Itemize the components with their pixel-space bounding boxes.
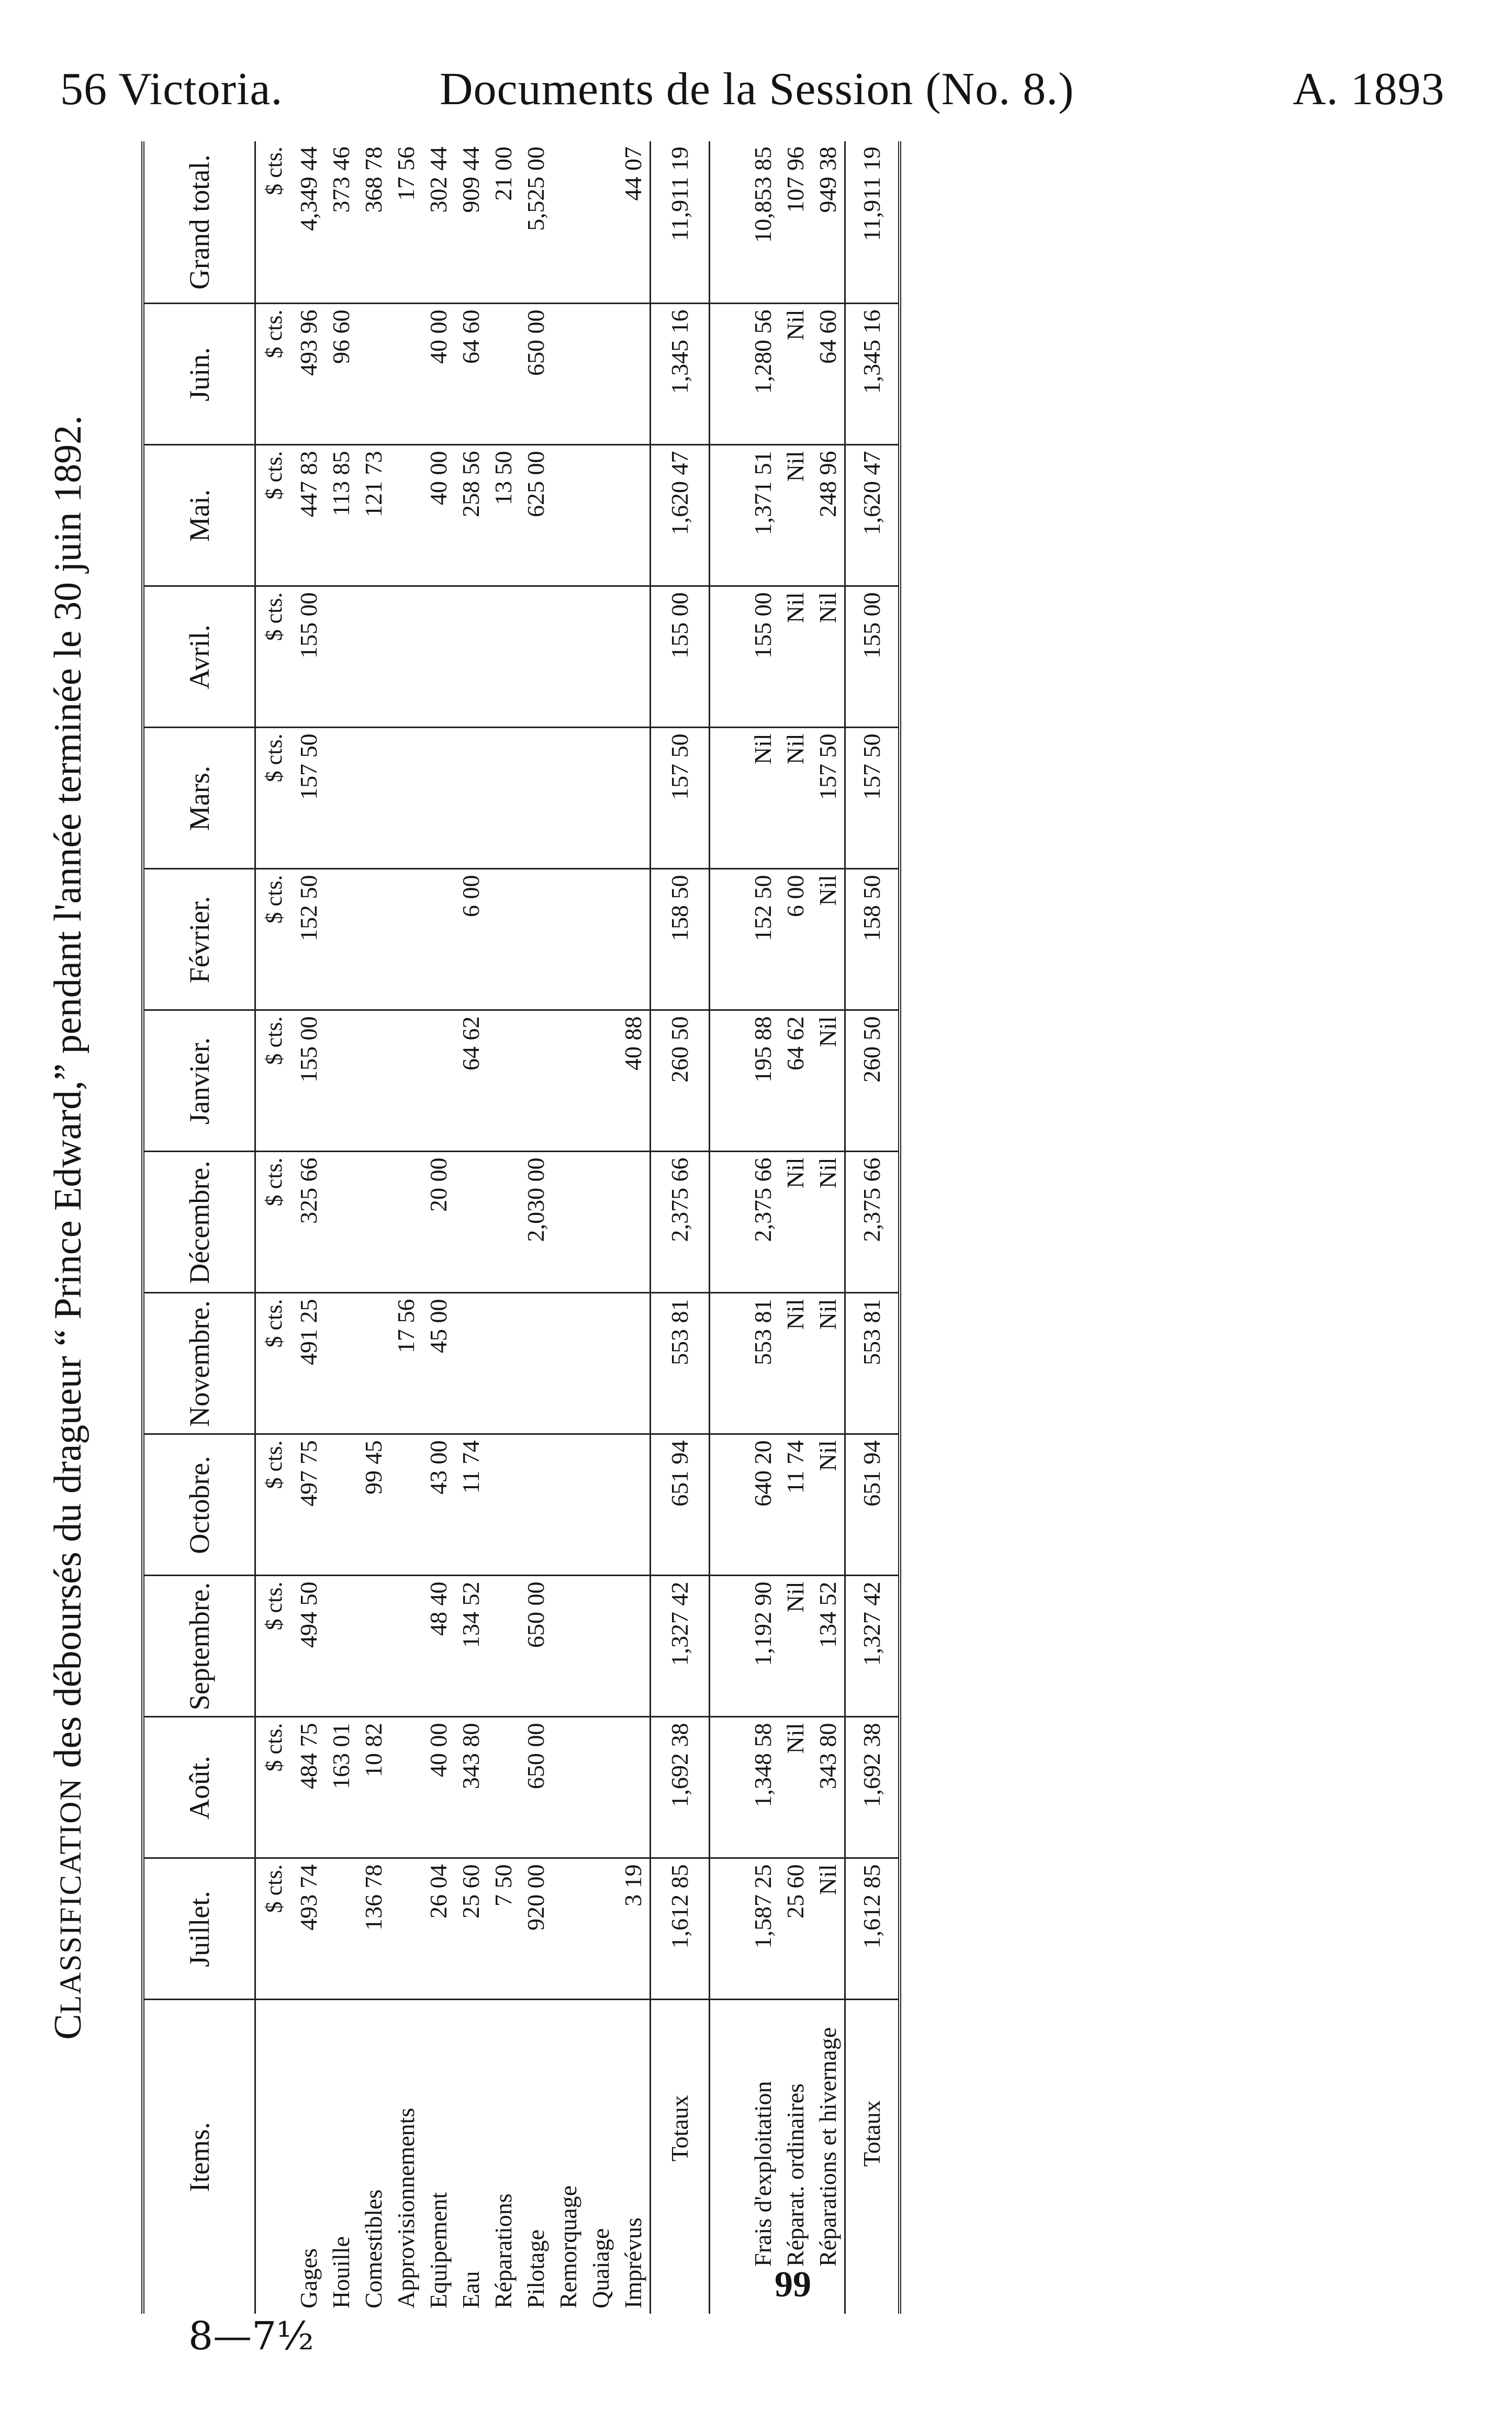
page-number: 99 <box>775 2264 811 2305</box>
value-cell: 64 60 <box>812 304 845 445</box>
rotated-table-block <box>42 141 1068 2314</box>
item-row <box>585 141 617 2314</box>
value-cell <box>585 304 617 445</box>
value-cell <box>487 1293 520 1434</box>
value-cell <box>617 1576 651 1717</box>
value-cell: 1,348 58 <box>747 1717 779 1858</box>
value-cell <box>357 869 390 1010</box>
value-cell <box>617 1717 651 1858</box>
items-header: Items. <box>184 2122 215 2192</box>
value-cell <box>487 1576 520 1717</box>
value-cell: Nil <box>779 728 812 869</box>
totals-row-2 <box>845 141 900 2314</box>
value-cell: 1,620 47 <box>845 445 900 586</box>
unit-label: $ cts. <box>255 728 293 869</box>
value-cell: 26 04 <box>422 1858 455 2000</box>
value-cell <box>487 304 520 445</box>
value-cell: 1,327 42 <box>845 1576 900 1717</box>
value-cell: Nil <box>812 1434 845 1576</box>
value-cell: 325 66 <box>293 1152 325 1293</box>
value-cell <box>325 869 357 1010</box>
unit-label: $ cts. <box>255 586 293 728</box>
value-cell <box>357 1152 390 1293</box>
value-cell: 158 50 <box>845 869 900 1010</box>
breakdown-row <box>779 141 812 2314</box>
value-cell: 40 00 <box>422 304 455 445</box>
value-cell: 107 96 <box>779 141 812 304</box>
value-cell: Nil <box>779 1293 812 1434</box>
value-cell: 157 50 <box>812 728 845 869</box>
month-header: Décembre. <box>143 1152 255 1293</box>
value-cell: Nil <box>779 1576 812 1717</box>
unit-label: $ cts. <box>255 869 293 1010</box>
unit-label: $ cts. <box>255 1152 293 1293</box>
month-header: Juillet. <box>143 1858 255 2000</box>
item-row <box>293 141 325 2314</box>
value-cell <box>585 1576 617 1717</box>
value-cell: 640 20 <box>747 1434 779 1576</box>
value-cell: 40 00 <box>422 1717 455 1858</box>
value-cell: 1,620 47 <box>651 445 710 586</box>
month-header: Juin. <box>143 304 255 445</box>
value-cell: 155 00 <box>747 586 779 728</box>
table-caption <box>42 141 136 2314</box>
value-cell: 7 50 <box>487 1858 520 2000</box>
value-cell <box>617 445 651 586</box>
value-cell <box>710 1293 747 1434</box>
value-cell: 25 60 <box>455 1858 487 2000</box>
month-header: Avril. <box>143 586 255 728</box>
row-label <box>710 2000 747 2314</box>
row-label: Houille <box>328 2236 354 2308</box>
value-cell: 20 00 <box>422 1152 455 1293</box>
value-cell: Nil <box>779 1152 812 1293</box>
value-cell: Nil <box>779 304 812 445</box>
value-cell: 1,345 16 <box>651 304 710 445</box>
item-row <box>422 141 455 2314</box>
value-cell <box>520 728 552 869</box>
row-label: Réparat. ordinaires <box>782 2083 809 2267</box>
value-cell: 1,587 25 <box>747 1858 779 2000</box>
value-cell <box>552 586 585 728</box>
value-cell <box>390 1434 422 1576</box>
value-cell <box>710 1010 747 1152</box>
value-cell: 3 19 <box>617 1858 651 2000</box>
value-cell: 10,853 85 <box>747 141 779 304</box>
value-cell <box>552 1576 585 1717</box>
unit-label: $ cts. <box>255 1717 293 1858</box>
unit-label: $ cts. <box>255 1858 293 2000</box>
value-cell <box>390 869 422 1010</box>
value-cell: 157 50 <box>845 728 900 869</box>
value-cell <box>552 869 585 1010</box>
value-cell: 5,525 00 <box>520 141 552 304</box>
value-cell <box>552 1293 585 1434</box>
value-cell: 155 00 <box>293 1010 325 1152</box>
value-cell: 155 00 <box>293 586 325 728</box>
value-cell: 651 94 <box>651 1434 710 1576</box>
value-cell: 493 74 <box>293 1858 325 2000</box>
value-cell: 121 73 <box>357 445 390 586</box>
value-cell: 497 75 <box>293 1434 325 1576</box>
value-cell: 909 44 <box>455 141 487 304</box>
value-cell: 1,280 56 <box>747 304 779 445</box>
value-cell <box>390 1010 422 1152</box>
value-cell: 1,612 85 <box>845 1858 900 2000</box>
row-label: Imprévus <box>620 2217 646 2308</box>
value-cell: 157 50 <box>293 728 325 869</box>
value-cell: 650 00 <box>520 1576 552 1717</box>
row-label: Eau <box>457 2271 484 2308</box>
item-row <box>325 141 357 2314</box>
value-cell <box>617 1152 651 1293</box>
value-cell: 43 00 <box>422 1434 455 1576</box>
value-cell: 64 60 <box>455 304 487 445</box>
value-cell <box>325 1293 357 1434</box>
unit-label: $ cts. <box>255 1576 293 1717</box>
value-cell: 1,345 16 <box>845 304 900 445</box>
value-cell <box>710 1858 747 2000</box>
value-cell: 260 50 <box>845 1010 900 1152</box>
item-row <box>390 141 422 2314</box>
caption-smallcaps: LASSIFICATION <box>53 1777 87 2014</box>
value-cell <box>487 1010 520 1152</box>
row-label: Comestibles <box>360 2189 387 2308</box>
value-cell <box>325 1434 357 1576</box>
value-cell <box>357 1576 390 1717</box>
value-cell <box>325 1858 357 2000</box>
value-cell: 96 60 <box>325 304 357 445</box>
value-cell <box>552 445 585 586</box>
unit-label: $ cts. <box>255 304 293 445</box>
value-cell <box>552 1010 585 1152</box>
value-cell <box>585 1010 617 1152</box>
value-cell <box>390 1576 422 1717</box>
value-cell <box>710 445 747 586</box>
value-cell: 2,375 66 <box>845 1152 900 1293</box>
value-cell: 64 62 <box>779 1010 812 1152</box>
value-cell <box>710 304 747 445</box>
value-cell <box>710 728 747 869</box>
value-cell: 13 50 <box>487 445 520 586</box>
header-year: A. 1893 <box>1293 64 1445 115</box>
row-label: Frais d'exploitation <box>749 2081 776 2267</box>
value-cell <box>390 304 422 445</box>
value-cell <box>487 1434 520 1576</box>
value-cell <box>487 1717 520 1858</box>
value-cell: 258 56 <box>455 445 487 586</box>
unit-row <box>255 141 293 2314</box>
value-cell: 2,375 66 <box>747 1152 779 1293</box>
header-row <box>143 141 255 2314</box>
breakdown-row <box>812 141 845 2314</box>
value-cell: 651 94 <box>845 1434 900 1576</box>
value-cell: 155 00 <box>651 586 710 728</box>
value-cell: 248 96 <box>812 445 845 586</box>
value-cell: 158 50 <box>651 869 710 1010</box>
value-cell: 1,371 51 <box>747 445 779 586</box>
value-cell: 491 25 <box>293 1293 325 1434</box>
value-cell <box>422 1010 455 1152</box>
row-label: Pilotage <box>522 2229 549 2308</box>
value-cell <box>390 1717 422 1858</box>
value-cell: 373 46 <box>325 141 357 304</box>
value-cell <box>710 1434 747 1576</box>
value-cell: 11 74 <box>779 1434 812 1576</box>
value-cell <box>710 869 747 1010</box>
value-cell <box>552 1858 585 2000</box>
value-cell <box>357 586 390 728</box>
value-cell: 11,911 19 <box>845 141 900 304</box>
value-cell <box>585 1434 617 1576</box>
value-cell <box>455 728 487 869</box>
value-cell <box>487 1152 520 1293</box>
value-cell: 1,692 38 <box>651 1717 710 1858</box>
value-cell <box>390 1858 422 2000</box>
value-cell: 152 50 <box>747 869 779 1010</box>
grand-total-header: Grand total. <box>143 141 255 304</box>
month-header: Mai. <box>143 445 255 586</box>
value-cell <box>357 1010 390 1152</box>
value-cell: 625 00 <box>520 445 552 586</box>
value-cell <box>585 445 617 586</box>
value-cell <box>357 304 390 445</box>
value-cell: 553 81 <box>651 1293 710 1434</box>
header-session: 56 Victoria. <box>60 64 283 115</box>
value-cell <box>422 586 455 728</box>
value-cell: 6 00 <box>455 869 487 1010</box>
value-cell <box>552 304 585 445</box>
totals-row <box>651 141 710 2314</box>
value-cell <box>585 728 617 869</box>
value-cell: 2,375 66 <box>651 1152 710 1293</box>
value-cell <box>422 728 455 869</box>
value-cell <box>585 1293 617 1434</box>
value-cell: 493 96 <box>293 304 325 445</box>
value-cell: 553 81 <box>747 1293 779 1434</box>
row-label: Approvisionnements <box>393 2107 419 2308</box>
value-cell: 11 74 <box>455 1434 487 1576</box>
value-cell <box>617 304 651 445</box>
value-cell: 6 00 <box>779 869 812 1010</box>
value-cell: 152 50 <box>293 869 325 1010</box>
item-row <box>487 141 520 2314</box>
value-cell: 1,327 42 <box>651 1576 710 1717</box>
value-cell: 343 80 <box>812 1717 845 1858</box>
value-cell <box>520 1010 552 1152</box>
unit-label: $ cts. <box>255 1010 293 1152</box>
month-header: Février. <box>143 869 255 1010</box>
value-cell: 302 44 <box>422 141 455 304</box>
value-cell <box>617 1434 651 1576</box>
value-cell: Nil <box>747 728 779 869</box>
value-cell <box>552 1152 585 1293</box>
row-label: Réparations <box>490 2193 517 2308</box>
value-cell: 17 56 <box>390 141 422 304</box>
value-cell: Nil <box>779 1717 812 1858</box>
signature-mark: 8—7½ <box>188 2314 314 2359</box>
month-header: Août. <box>143 1717 255 1858</box>
value-cell <box>487 869 520 1010</box>
value-cell <box>357 728 390 869</box>
value-cell: 17 56 <box>390 1293 422 1434</box>
value-cell <box>617 869 651 1010</box>
value-cell: 64 62 <box>455 1010 487 1152</box>
unit-label: $ cts. <box>255 141 293 304</box>
value-cell: 4,349 44 <box>293 141 325 304</box>
month-header: Mars. <box>143 728 255 869</box>
value-cell: 45 00 <box>422 1293 455 1434</box>
value-cell <box>455 586 487 728</box>
value-cell: 343 80 <box>455 1717 487 1858</box>
value-cell <box>552 1717 585 1858</box>
value-cell <box>325 1576 357 1717</box>
value-cell <box>710 1576 747 1717</box>
disbursement-table <box>141 141 901 2314</box>
value-cell <box>617 586 651 728</box>
value-cell <box>455 1152 487 1293</box>
item-row <box>455 141 487 2314</box>
value-cell <box>585 1858 617 2000</box>
row-label: Réparations et hivernage <box>814 2027 841 2267</box>
value-cell <box>422 869 455 1010</box>
row-label: Equipement <box>425 2192 452 2308</box>
value-cell: Nil <box>812 1858 845 2000</box>
value-cell: 650 00 <box>520 304 552 445</box>
month-header: Novembre. <box>143 1293 255 1434</box>
value-cell <box>357 1293 390 1434</box>
value-cell <box>390 586 422 728</box>
value-cell <box>520 869 552 1010</box>
value-cell: Nil <box>779 445 812 586</box>
value-cell: Nil <box>812 1010 845 1152</box>
value-cell <box>520 1293 552 1434</box>
item-row <box>520 141 552 2314</box>
row-label: Totaux <box>651 2000 710 2314</box>
value-cell <box>455 1293 487 1434</box>
unit-label: $ cts. <box>255 1293 293 1434</box>
value-cell <box>710 141 747 304</box>
value-cell: 155 00 <box>845 586 900 728</box>
value-cell <box>585 141 617 304</box>
value-cell <box>325 728 357 869</box>
value-cell: 10 82 <box>357 1717 390 1858</box>
value-cell <box>325 586 357 728</box>
month-header: Septembre. <box>143 1576 255 1717</box>
value-cell <box>552 141 585 304</box>
value-cell: Nil <box>812 1152 845 1293</box>
value-cell: 1,192 90 <box>747 1576 779 1717</box>
value-cell: 11,911 19 <box>651 141 710 304</box>
value-cell: 368 78 <box>357 141 390 304</box>
value-cell: 1,612 85 <box>651 1858 710 2000</box>
value-cell <box>585 869 617 1010</box>
value-cell: 40 88 <box>617 1010 651 1152</box>
value-cell: 163 01 <box>325 1717 357 1858</box>
value-cell <box>585 1152 617 1293</box>
value-cell <box>520 1434 552 1576</box>
value-cell: 48 40 <box>422 1576 455 1717</box>
item-row <box>552 141 585 2314</box>
value-cell: 134 52 <box>812 1576 845 1717</box>
value-cell: 920 00 <box>520 1858 552 2000</box>
value-cell <box>520 586 552 728</box>
header-documents: Documents de la Session (No. 8.) <box>440 64 1074 115</box>
value-cell <box>617 728 651 869</box>
value-cell <box>325 1152 357 1293</box>
month-header: Octobre. <box>143 1434 255 1576</box>
value-cell: Nil <box>812 869 845 1010</box>
value-cell <box>710 1717 747 1858</box>
value-cell <box>390 1152 422 1293</box>
value-cell <box>552 1434 585 1576</box>
value-cell: 447 83 <box>293 445 325 586</box>
value-cell <box>585 1717 617 1858</box>
item-row <box>617 141 651 2314</box>
value-cell <box>710 586 747 728</box>
value-cell: 650 00 <box>520 1717 552 1858</box>
unit-label: $ cts. <box>255 1434 293 1576</box>
value-cell: 2,030 00 <box>520 1152 552 1293</box>
value-cell <box>585 586 617 728</box>
value-cell <box>390 445 422 586</box>
value-cell: 260 50 <box>651 1010 710 1152</box>
value-cell: Nil <box>779 586 812 728</box>
value-cell <box>552 728 585 869</box>
value-cell: 21 00 <box>487 141 520 304</box>
value-cell <box>390 728 422 869</box>
caption-initial: C <box>47 2014 89 2040</box>
value-cell: 44 07 <box>617 141 651 304</box>
value-cell: Nil <box>812 586 845 728</box>
value-cell <box>487 728 520 869</box>
value-cell: 134 52 <box>455 1576 487 1717</box>
value-cell: 157 50 <box>651 728 710 869</box>
value-cell: 195 88 <box>747 1010 779 1152</box>
row-label: Quaiage <box>587 2228 614 2308</box>
row-label: Remorquage <box>555 2185 581 2308</box>
value-cell: 553 81 <box>845 1293 900 1434</box>
value-cell <box>325 1010 357 1152</box>
value-cell: 484 75 <box>293 1717 325 1858</box>
caption-text: des déboursés du dragueur “ Prince Edward,” pendant l'année terminée le 30 juin 1892. <box>47 415 89 1778</box>
value-cell: 40 00 <box>422 445 455 586</box>
item-row <box>357 141 390 2314</box>
value-cell: 1,692 38 <box>845 1717 900 1858</box>
value-cell: 113 85 <box>325 445 357 586</box>
value-cell: 25 60 <box>779 1858 812 2000</box>
value-cell <box>710 1152 747 1293</box>
spacer-row <box>710 141 747 2314</box>
row-label: Gages <box>295 2248 322 2308</box>
value-cell: 949 38 <box>812 141 845 304</box>
unit-label: $ cts. <box>255 445 293 586</box>
value-cell: 494 50 <box>293 1576 325 1717</box>
month-header: Janvier. <box>143 1010 255 1152</box>
breakdown-row <box>747 141 779 2314</box>
value-cell <box>487 586 520 728</box>
value-cell: 99 45 <box>357 1434 390 1576</box>
value-cell: Nil <box>812 1293 845 1434</box>
row-label: Totaux <box>845 2000 900 2314</box>
value-cell: 136 78 <box>357 1858 390 2000</box>
value-cell <box>617 1293 651 1434</box>
